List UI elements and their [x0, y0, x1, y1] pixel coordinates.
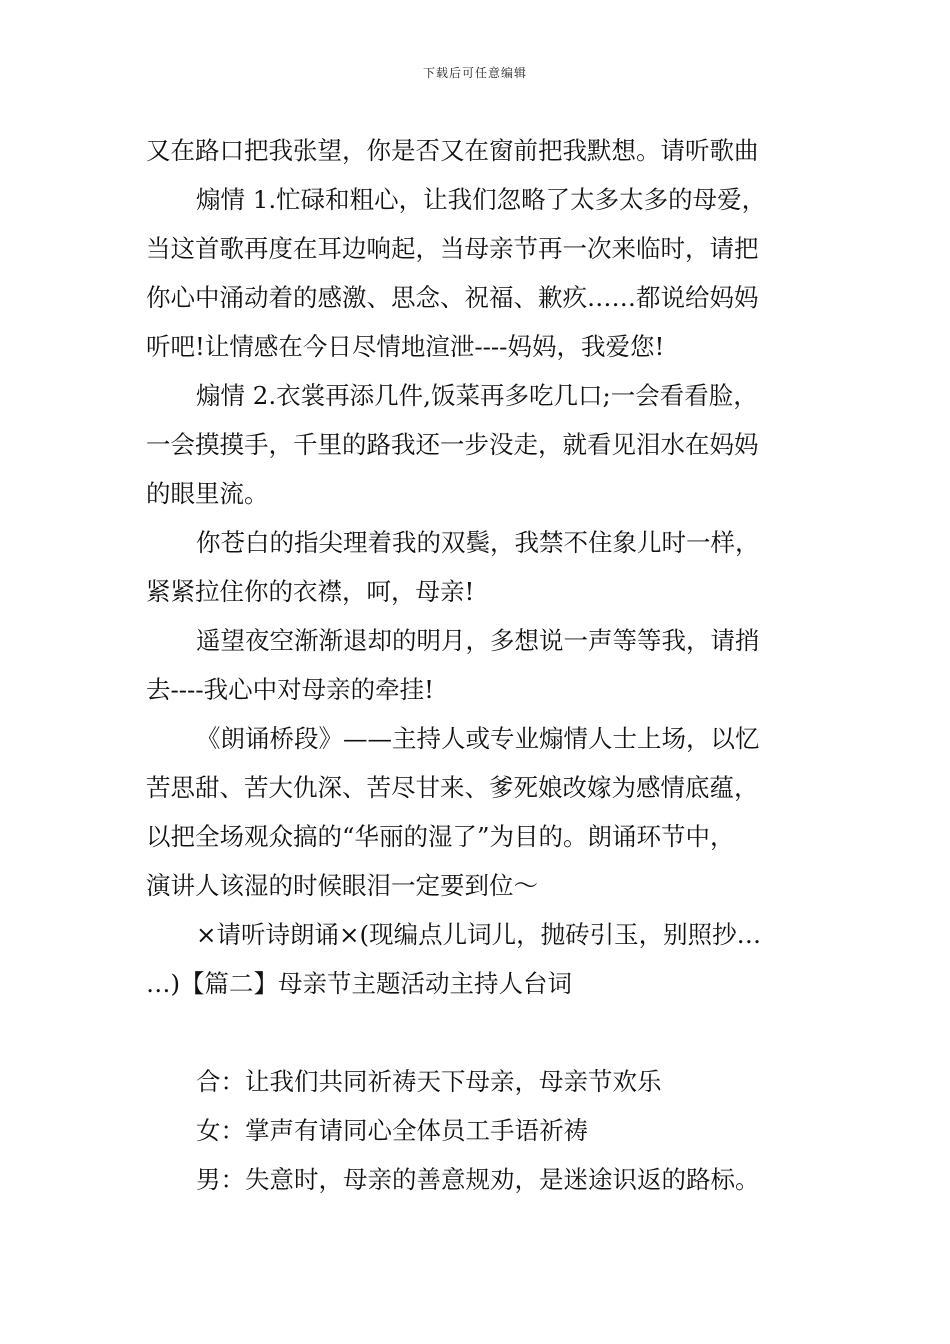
- text-line: …)【篇二】母亲节主题活动主持人台词: [146, 969, 573, 998]
- page-header: 下载后可任意编辑: [422, 66, 527, 80]
- text-line: 的眼里流。: [146, 479, 269, 508]
- text-line: 你苍白的指尖理着我的双鬓，我禁不住象儿时一样，: [196, 528, 760, 557]
- text-line: 当这首歌再度在耳边响起，当母亲节再一次来临时，请把: [146, 234, 759, 263]
- text-line: 一会摸摸手，千里的路我还一步没走，就看见泪水在妈妈: [146, 430, 759, 459]
- blank-line: [146, 1008, 810, 1057]
- dialogue-line: 男：失意时，母亲的善意规劝，是迷途识返的路标。: [196, 1165, 760, 1194]
- text-line: 以把全场观众搞的“华丽的湿了”为目的。朗诵环节中，: [146, 822, 735, 851]
- text-line: 煽情 1.忙碌和粗心，让我们忽略了太多太多的母爱，: [196, 185, 767, 214]
- text-line: 又在路口把我张望，你是否又在窗前把我默想。请听歌曲: [146, 136, 759, 165]
- text-line: 苦思甜、苦大仇深、苦尽甘来、爹死娘改嫁为感情底蕴，: [146, 773, 759, 802]
- text-line: 《朗诵桥段》——主持人或专业煽情人士上场，以忆: [196, 724, 760, 753]
- dialogue-line: 女：掌声有请同心全体员工手语祈祷: [196, 1116, 588, 1145]
- text-line: 紧紧拉住你的衣襟，呵，母亲!: [146, 577, 475, 606]
- text-line: 演讲人该湿的时候眼泪一定要到位～: [146, 871, 538, 900]
- text-line: 你心中涌动着的感激、思念、祝福、歉疚……都说给妈妈: [146, 283, 759, 312]
- document-body: [146, 126, 810, 1204]
- dialogue-line: 合：让我们共同祈祷天下母亲，母亲节欢乐: [196, 1067, 662, 1096]
- text-line: 听吧!让情感在今日尽情地渲泄----妈妈，我爱您!: [146, 332, 665, 361]
- text-line: 煽情 2.衣裳再添几件,饭菜再多吃几口;一会看看脸，: [196, 381, 758, 410]
- text-line: 去----我心中对母亲的牵挂!: [146, 675, 434, 704]
- text-line: 遥望夜空渐渐退却的明月，多想说一声等等我，请捎: [196, 626, 760, 655]
- text-line: ×请听诗朗诵×(现编点儿词儿，抛砖引玉，别照抄…: [196, 920, 762, 949]
